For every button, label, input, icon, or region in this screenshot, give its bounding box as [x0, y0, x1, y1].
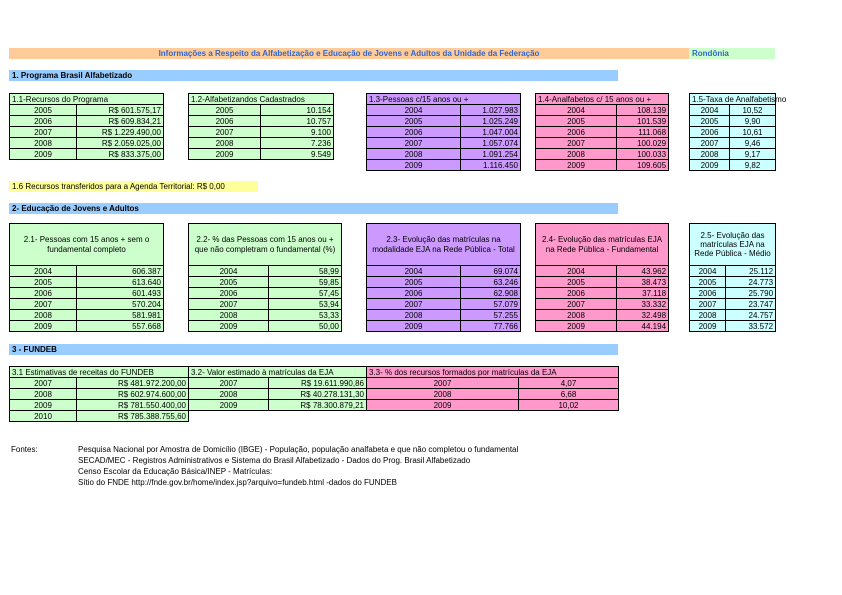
- table-3-1-receitas-fundeb: [9, 366, 189, 422]
- table-cell: 2007: [189, 299, 269, 310]
- sources-list: [78, 444, 678, 488]
- table-cell: 2008: [690, 310, 726, 321]
- table-row: [367, 389, 619, 400]
- table-cell: 2009: [536, 160, 617, 171]
- table-cell: 1.047.004: [461, 127, 521, 138]
- table-cell: 9,46: [730, 138, 776, 149]
- table-cell: 2008: [10, 310, 77, 321]
- table-cell: 24.773: [726, 277, 776, 288]
- table-cell: 2006: [367, 127, 461, 138]
- table-row: [690, 138, 776, 149]
- table-cell: 2009: [189, 149, 261, 160]
- table-row: [690, 127, 776, 138]
- table-cell: 2008: [189, 138, 261, 149]
- table-cell: 111.068: [617, 127, 669, 138]
- table-cell: 1.025.249: [461, 116, 521, 127]
- table-header: 2.5- Evolução das matrículas EJA na Rede Pública - Médio: [690, 224, 776, 266]
- table-2-5-matriculas-medio: [689, 223, 776, 332]
- table-1-1-recursos: [9, 93, 164, 160]
- table-cell: 2007: [10, 127, 77, 138]
- table-row: [189, 378, 367, 389]
- table-cell: 38.473: [617, 277, 669, 288]
- table-cell: 2005: [10, 105, 77, 116]
- table-cell: 2006: [690, 127, 730, 138]
- table-cell: 10.757: [261, 116, 334, 127]
- table-row: [367, 116, 521, 127]
- table-cell: 10,52: [730, 105, 776, 116]
- table-row: [367, 127, 521, 138]
- table-cell: 10,02: [519, 400, 619, 411]
- table-row: [690, 310, 776, 321]
- table-3-2-valor-eja: [188, 366, 367, 411]
- section-3-title: 3 - FUNDEB: [9, 344, 618, 355]
- table-cell: 2009: [367, 400, 519, 411]
- table-cell: 2008: [10, 138, 77, 149]
- table-cell: R$ 78.300.879,21: [269, 400, 367, 411]
- table-cell: 4,07: [519, 378, 619, 389]
- table-cell: 2004: [690, 266, 726, 277]
- table-cell: 570.204: [77, 299, 164, 310]
- table-cell: 2009: [690, 160, 730, 171]
- table-cell: 1.057.074: [461, 138, 521, 149]
- source-line: Sítio do FNDE http://fnde.gov.br/home/index.jsp?arquivo=fundeb.html -dados do FUNDEB: [78, 478, 397, 487]
- table-1-3-pessoas: [366, 93, 521, 171]
- table-cell: 24.757: [726, 310, 776, 321]
- table-cell: 33.572: [726, 321, 776, 332]
- table-row: [189, 116, 334, 127]
- table-cell: 2008: [367, 389, 519, 400]
- table-header: 1.1-Recursos do Programa: [10, 94, 164, 105]
- table-cell: 2004: [189, 266, 269, 277]
- table-cell: 9,90: [730, 116, 776, 127]
- table-cell: 2007: [367, 299, 461, 310]
- table-cell: 613.640: [77, 277, 164, 288]
- table-cell: 2007: [189, 378, 269, 389]
- table-header: 3.1 Estimativas de receitas do FUNDEB: [10, 367, 189, 378]
- table-row: [367, 149, 521, 160]
- table-row: [189, 127, 334, 138]
- table-cell: 2009: [10, 149, 77, 160]
- table-row: [690, 277, 776, 288]
- table-row: [536, 116, 669, 127]
- table-row: [536, 127, 669, 138]
- table-cell: 2004: [536, 266, 617, 277]
- table-cell: 2006: [536, 288, 617, 299]
- table-row: [189, 310, 342, 321]
- table-row: [10, 138, 164, 149]
- table-header: 1.2-Alfabetizandos Cadastrados: [189, 94, 334, 105]
- table-cell: R$ 19.611.990,86: [269, 378, 367, 389]
- table-header: 2.4- Evolução das matrículas EJA na Rede Pública - Fundamental: [536, 224, 669, 266]
- table-cell: 2009: [367, 321, 461, 332]
- table-cell: 2007: [10, 299, 77, 310]
- table-row: [10, 266, 164, 277]
- table-cell: 69.074: [461, 266, 521, 277]
- table-row: [367, 138, 521, 149]
- table-cell: 109.605: [617, 160, 669, 171]
- table-cell: 57.255: [461, 310, 521, 321]
- table-cell: 62.908: [461, 288, 521, 299]
- table-cell: 581.981: [77, 310, 164, 321]
- section-2-title: 2- Educação de Jovens e Adultos: [9, 203, 618, 214]
- table-cell: 2005: [367, 277, 461, 288]
- table-row: [367, 310, 521, 321]
- table-row: [536, 310, 669, 321]
- table-row: [10, 321, 164, 332]
- table-cell: 25.112: [726, 266, 776, 277]
- table-cell: 100.033: [617, 149, 669, 160]
- table-row: [367, 266, 521, 277]
- table-cell: 2006: [690, 288, 726, 299]
- table-header: 1.3-Pessoas c/15 anos ou +: [367, 94, 521, 105]
- table-cell: 2007: [690, 138, 730, 149]
- table-row: [10, 149, 164, 160]
- table-cell: 2004: [367, 105, 461, 116]
- table-cell: 606.387: [77, 266, 164, 277]
- state-name: Rondônia: [689, 48, 775, 59]
- table-cell: 2008: [367, 149, 461, 160]
- table-cell: 10,61: [730, 127, 776, 138]
- table-row: [10, 378, 189, 389]
- table-row: [189, 288, 342, 299]
- table-cell: R$ 781.550.400,00: [77, 400, 189, 411]
- table-cell: 44.194: [617, 321, 669, 332]
- table-cell: 557.668: [77, 321, 164, 332]
- table-cell: 2005: [189, 277, 269, 288]
- table-row: [536, 266, 669, 277]
- table-cell: R$ 481.972.200,00: [77, 378, 189, 389]
- table-cell: 2006: [10, 288, 77, 299]
- table-row: [536, 299, 669, 310]
- table-cell: R$ 1.229.490,00: [77, 127, 164, 138]
- table-cell: 10.154: [261, 105, 334, 116]
- table-2-2-percentual: [188, 223, 342, 332]
- table-row: [189, 277, 342, 288]
- table-row: [10, 105, 164, 116]
- table-cell: 43.962: [617, 266, 669, 277]
- table-cell: 2008: [367, 310, 461, 321]
- table-cell: 23.747: [726, 299, 776, 310]
- table-row: [189, 105, 334, 116]
- report-title: Informações a Respeito da Alfabetização e Educação de Jovens e Adultos da Unidade da Federação: [158, 49, 540, 58]
- table-cell: 2009: [189, 400, 269, 411]
- table-row: [367, 160, 521, 171]
- table-row: [690, 299, 776, 310]
- table-cell: 25.790: [726, 288, 776, 299]
- table-cell: R$ 601.575,17: [77, 105, 164, 116]
- table-cell: 108.139: [617, 105, 669, 116]
- table-row: [536, 321, 669, 332]
- table-cell: 59,85: [269, 277, 342, 288]
- table-row: [536, 138, 669, 149]
- table-row: [690, 321, 776, 332]
- table-header: 1.5-Taxa de Analfabetismo: [690, 94, 776, 105]
- table-cell: 37.118: [617, 288, 669, 299]
- table-cell: 2005: [536, 277, 617, 288]
- table-cell: 58,99: [269, 266, 342, 277]
- table-cell: 2008: [189, 310, 269, 321]
- table-1-2-alfabetizandos: [188, 93, 334, 160]
- table-cell: R$ 40.278.131,30: [269, 389, 367, 400]
- table-cell: 2007: [367, 138, 461, 149]
- table-cell: 2005: [536, 116, 617, 127]
- table-row: [536, 149, 669, 160]
- table-header: 2.2- % das Pessoas com 15 anos ou + que não completram o fundamental (%): [189, 224, 342, 266]
- table-cell: 9,82: [730, 160, 776, 171]
- table-row: [367, 299, 521, 310]
- table-cell: 2008: [189, 389, 269, 400]
- table-2-3-matriculas-total: [366, 223, 521, 332]
- table-header: 2.3- Evolução das matrículas na modalidade EJA na Rede Pública - Total: [367, 224, 521, 266]
- table-cell: 2006: [189, 288, 269, 299]
- table-cell: 100.029: [617, 138, 669, 149]
- table-row: [690, 116, 776, 127]
- table-cell: 2006: [367, 288, 461, 299]
- table-row: [536, 288, 669, 299]
- table-row: [10, 288, 164, 299]
- table-cell: 1.027.983: [461, 105, 521, 116]
- table-cell: R$ 2.059.025,00: [77, 138, 164, 149]
- table-row: [10, 299, 164, 310]
- table-cell: 9,17: [730, 149, 776, 160]
- table-row: [189, 266, 342, 277]
- table-cell: 2006: [189, 116, 261, 127]
- table-cell: 2008: [536, 310, 617, 321]
- table-row: [10, 127, 164, 138]
- source-line: Censo Escolar da Educação Básica/INEP - Matrículas:: [78, 467, 273, 476]
- table-cell: 2007: [10, 378, 77, 389]
- table-cell: 2007: [690, 299, 726, 310]
- table-cell: 50,00: [269, 321, 342, 332]
- table-cell: 2004: [536, 105, 617, 116]
- table-cell: 7.236: [261, 138, 334, 149]
- table-row: [690, 288, 776, 299]
- table-cell: 2005: [690, 277, 726, 288]
- table-cell: R$ 609.834,21: [77, 116, 164, 127]
- table-row: [189, 321, 342, 332]
- table-cell: 601.493: [77, 288, 164, 299]
- table-cell: R$ 602.974.600,00: [77, 389, 189, 400]
- table-row: [536, 105, 669, 116]
- table-cell: 2009: [189, 321, 269, 332]
- table-header: 3.3- % dos recursos formados por matrículas da EJA: [367, 367, 619, 378]
- table-cell: 2005: [10, 277, 77, 288]
- sources-label: Fontes:: [11, 445, 38, 454]
- table-1-4-analfabetos: [535, 93, 669, 171]
- table-cell: R$ 833.375,00: [77, 149, 164, 160]
- table-cell: 101.539: [617, 116, 669, 127]
- table-row: [536, 160, 669, 171]
- table-cell: 2005: [189, 105, 261, 116]
- table-row: [690, 149, 776, 160]
- table-3-3-percentual-eja: [366, 366, 619, 411]
- table-cell: 2008: [690, 149, 730, 160]
- table-row: [10, 277, 164, 288]
- table-cell: 2007: [536, 299, 617, 310]
- table-cell: 77.766: [461, 321, 521, 332]
- table-cell: 2005: [690, 116, 730, 127]
- table-header: 2.1- Pessoas com 15 anos + sem o fundamental completo: [10, 224, 164, 266]
- table-2-4-matriculas-fundamental: [535, 223, 669, 332]
- table-row: [690, 266, 776, 277]
- table-cell: 2008: [536, 149, 617, 160]
- table-cell: 1.116.450: [461, 160, 521, 171]
- table-row: [367, 105, 521, 116]
- table-row: [367, 288, 521, 299]
- agenda-territorial-note: 1.6 Recursos transferidos para a Agenda Territorial: R$ 0,00: [9, 181, 258, 192]
- table-cell: 2004: [690, 105, 730, 116]
- table-cell: 6,68: [519, 389, 619, 400]
- source-line: SECAD/MEC - Registros Administrativos e Sistema do Brasil Alfabetizado - Dados do Prog. Brasil Alfabetizado: [78, 456, 471, 465]
- table-cell: 2007: [367, 378, 519, 389]
- table-cell: 1.091.254: [461, 149, 521, 160]
- table-row: [189, 389, 367, 400]
- table-row: [10, 389, 189, 400]
- table-cell: 33.332: [617, 299, 669, 310]
- table-row: [367, 321, 521, 332]
- report-title-bar: [9, 48, 689, 59]
- table-cell: 63.246: [461, 277, 521, 288]
- table-row: [10, 116, 164, 127]
- table-cell: 2009: [367, 160, 461, 171]
- table-cell: 2007: [189, 127, 261, 138]
- table-cell: 2004: [367, 266, 461, 277]
- table-cell: 2008: [10, 389, 77, 400]
- table-cell: 2009: [10, 400, 77, 411]
- table-row: [189, 138, 334, 149]
- table-cell: 2010: [10, 411, 77, 422]
- table-cell: 2006: [536, 127, 617, 138]
- table-cell: 57,45: [269, 288, 342, 299]
- table-row: [367, 378, 619, 389]
- table-1-5-taxa: [689, 93, 787, 171]
- table-cell: R$ 785.388.755,60: [77, 411, 189, 422]
- section-1-title: 1. Programa Brasil Alfabetizado: [9, 70, 618, 81]
- table-cell: 2009: [690, 321, 726, 332]
- table-header: 3.2- Valor estimado à matrículas da EJA: [189, 367, 367, 378]
- table-cell: 9.549: [261, 149, 334, 160]
- table-cell: 9.100: [261, 127, 334, 138]
- table-cell: 32.498: [617, 310, 669, 321]
- table-cell: 2005: [367, 116, 461, 127]
- table-cell: 53,94: [269, 299, 342, 310]
- table-cell: 2007: [536, 138, 617, 149]
- table-row: [189, 400, 367, 411]
- table-cell: 57.079: [461, 299, 521, 310]
- table-row: [189, 149, 334, 160]
- table-cell: 2004: [10, 266, 77, 277]
- table-cell: 53,33: [269, 310, 342, 321]
- table-2-1-sem-fundamental: [9, 223, 164, 332]
- table-row: [690, 160, 776, 171]
- source-line: Pesquisa Nacional por Amostra de Domicílio (IBGE) - População, população analfabeta e que não completou o fundamental: [78, 445, 519, 454]
- table-row: [367, 400, 619, 411]
- table-row: [536, 277, 669, 288]
- table-row: [10, 310, 164, 321]
- table-row: [10, 411, 189, 422]
- table-cell: 2009: [10, 321, 77, 332]
- table-row: [367, 277, 521, 288]
- table-row: [690, 105, 776, 116]
- table-cell: 2006: [10, 116, 77, 127]
- table-cell: 2009: [536, 321, 617, 332]
- table-header: 1.4-Analfabetos c/ 15 anos ou +: [536, 94, 669, 105]
- table-row: [189, 299, 342, 310]
- table-row: [10, 400, 189, 411]
